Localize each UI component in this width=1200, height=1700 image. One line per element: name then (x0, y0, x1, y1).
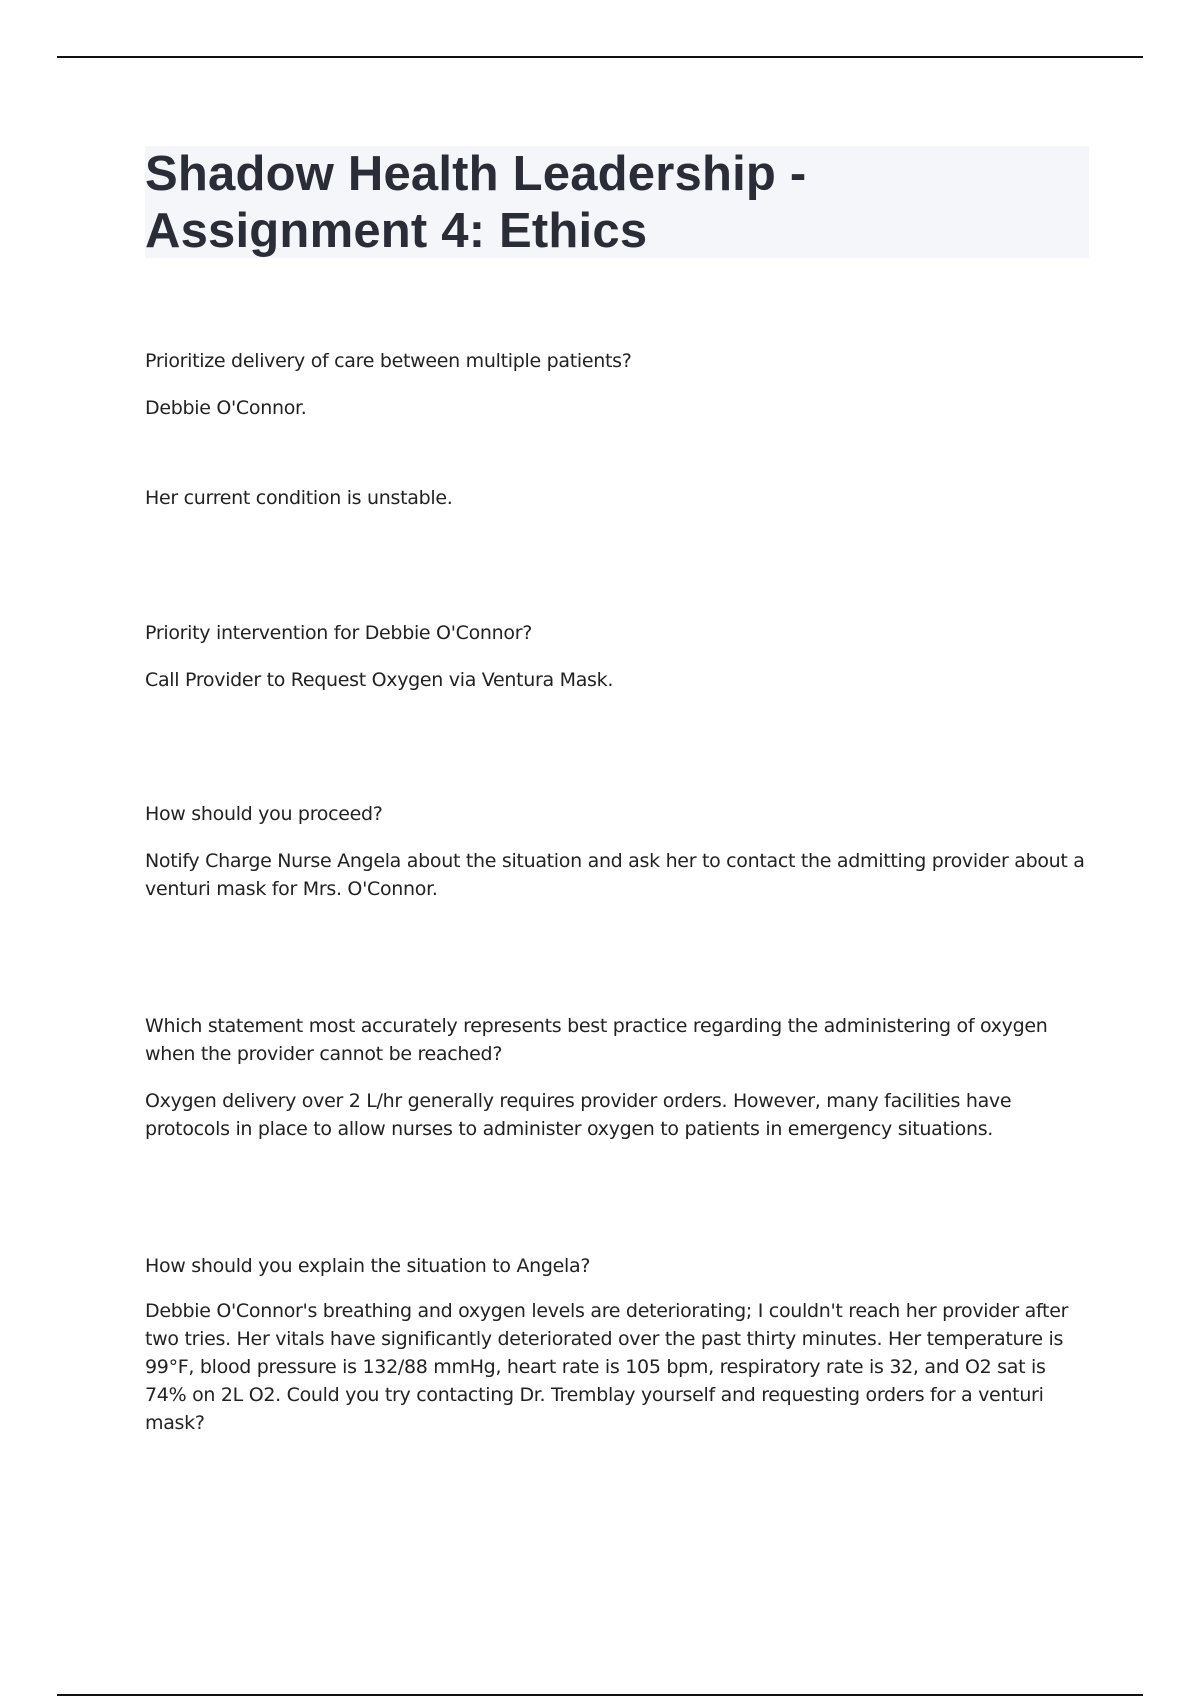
document-title: Shadow Health Leadership - Assignment 4: Ethics (145, 147, 807, 258)
bottom-rule (57, 1694, 1143, 1696)
title-box (145, 146, 1089, 258)
qa-item-3 (145, 619, 1090, 694)
qa-item-5 (145, 1012, 1090, 1143)
question-text: How should you proceed? (145, 803, 383, 825)
question-text: Which statement most accurately represents best practice regarding the administering of oxygen when the provider cannot be reached? (145, 1015, 1048, 1065)
answer-text: Debbie O'Connor. (145, 397, 307, 419)
statement-text: Her current condition is unstable. (145, 487, 453, 509)
qa-item-4 (145, 800, 1090, 903)
qa-item-1 (145, 347, 1090, 422)
qa-item-6 (145, 1252, 1090, 1437)
answer-text: Notify Charge Nurse Angela about the situation and ask her to contact the admitting provider about a venturi mask for Mrs. O'Connor. (145, 850, 1085, 900)
question-text: How should you explain the situation to Angela? (145, 1255, 591, 1277)
answer-text: Call Provider to Request Oxygen via Ventura Mask. (145, 669, 614, 691)
answer-text: Debbie O'Connor's breathing and oxygen levels are deteriorating; I couldn't reach her provider after two tries. Her vitals have significantly deteriorated over the past thirty minutes. Her temperature is 99°F, blood pressure is 132/88 mmHg, heart rate is 105 bpm, respiratory rate is 32, and O2 sat is 74% on 2L O2. Could you try contacting Dr. Tremblay yourself and requesting orders for a venturi mask? (145, 1300, 1069, 1434)
qa-item-2 (145, 484, 1090, 512)
question-text: Prioritize delivery of care between multiple patients? (145, 350, 632, 372)
question-text: Priority intervention for Debbie O'Connor? (145, 622, 533, 644)
answer-text: Oxygen delivery over 2 L/hr generally requires provider orders. However, many facilities have protocols in place to allow nurses to administer oxygen to patients in emergency situations. (145, 1090, 1012, 1140)
top-rule (57, 56, 1143, 58)
